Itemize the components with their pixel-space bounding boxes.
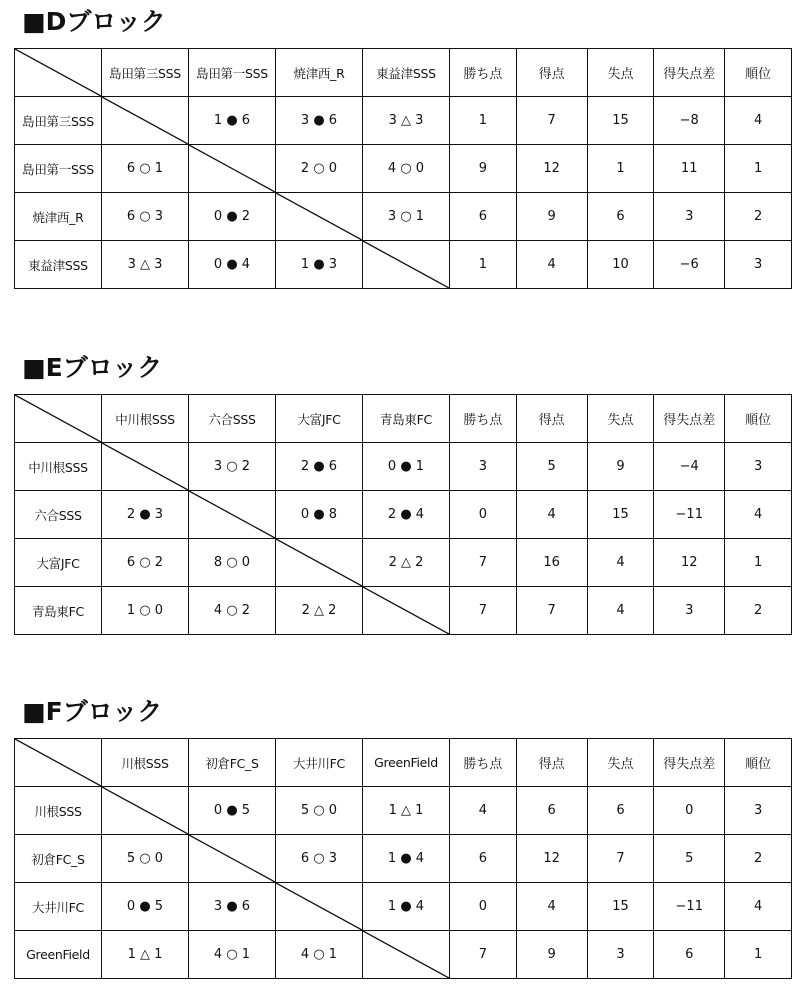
stat-header: 順位: [725, 49, 792, 97]
self-match-cell: [363, 931, 450, 979]
stat-cell: 4: [516, 241, 587, 289]
block-title: ■Dブロック: [22, 7, 166, 36]
stat-cell: 9: [516, 193, 587, 241]
diagonal-line: [363, 241, 449, 288]
stat-cell: 4: [587, 539, 654, 587]
stat-cell: 3: [450, 443, 517, 491]
match-result-cell: 4 ○ 0: [363, 145, 450, 193]
match-result-cell: 1 ● 4: [363, 835, 450, 883]
match-result-cell: 3 ● 6: [189, 883, 276, 931]
stat-cell: −4: [654, 443, 725, 491]
corner-cell: [15, 49, 102, 97]
standings-table: [14, 48, 792, 289]
stat-cell: 3: [725, 241, 792, 289]
match-result-cell: 4 ○ 1: [276, 931, 363, 979]
match-result-cell: 1 ● 3: [276, 241, 363, 289]
stat-cell: 6: [450, 193, 517, 241]
stat-header: 得失点差: [654, 739, 725, 787]
stat-header: 順位: [725, 739, 792, 787]
column-team-header: 大井川FC: [276, 739, 363, 787]
match-result-cell: 0 ● 5: [189, 787, 276, 835]
column-team-header: GreenField: [363, 739, 450, 787]
block-title: ■Fブロック: [22, 697, 163, 726]
stat-header: 失点: [587, 49, 654, 97]
table-row: [15, 193, 792, 241]
diagonal-line: [276, 539, 362, 586]
row-team-name: GreenField: [15, 931, 102, 979]
stat-cell: 4: [725, 883, 792, 931]
stat-header: 得失点差: [654, 49, 725, 97]
match-result-cell: 3 △ 3: [363, 97, 450, 145]
table-row: [15, 787, 792, 835]
stat-cell: 1: [450, 97, 517, 145]
self-match-cell: [363, 587, 450, 635]
match-result-cell: 5 ○ 0: [102, 835, 189, 883]
stat-cell: 3: [725, 443, 792, 491]
match-result-cell: 2 ● 6: [276, 443, 363, 491]
diagonal-line: [15, 49, 101, 96]
stat-cell: 15: [587, 491, 654, 539]
match-result-cell: 6 ○ 3: [102, 193, 189, 241]
row-team-name: 六合SSS: [15, 491, 102, 539]
stat-cell: 11: [654, 145, 725, 193]
stat-cell: 15: [587, 97, 654, 145]
diagonal-line: [189, 835, 275, 882]
block-section: [0, 4, 800, 304]
stat-cell: 0: [450, 491, 517, 539]
self-match-cell: [276, 539, 363, 587]
row-team-name: 中川根SSS: [15, 443, 102, 491]
stat-cell: 4: [516, 883, 587, 931]
self-match-cell: [102, 787, 189, 835]
stat-cell: 12: [516, 835, 587, 883]
column-team-header: 初倉FC_S: [189, 739, 276, 787]
block-section: [0, 694, 800, 994]
stat-cell: 15: [587, 883, 654, 931]
stat-cell: 4: [587, 587, 654, 635]
stat-cell: 3: [725, 787, 792, 835]
column-team-header: 島田第三SSS: [102, 49, 189, 97]
stat-header: 得点: [516, 739, 587, 787]
row-team-name: 青島東FC: [15, 587, 102, 635]
row-team-name: 初倉FC_S: [15, 835, 102, 883]
column-team-header: 大富JFC: [276, 395, 363, 443]
stat-cell: 1: [725, 539, 792, 587]
table-row: [15, 931, 792, 979]
row-team-name: 島田第三SSS: [15, 97, 102, 145]
standings-table: [14, 738, 792, 979]
match-result-cell: 2 ○ 0: [276, 145, 363, 193]
stat-cell: 4: [450, 787, 517, 835]
stat-header: 勝ち点: [450, 739, 517, 787]
diagonal-line: [363, 587, 449, 634]
stat-cell: 7: [450, 931, 517, 979]
stat-cell: 12: [654, 539, 725, 587]
stat-cell: 4: [725, 491, 792, 539]
match-result-cell: 0 ● 1: [363, 443, 450, 491]
stat-cell: 0: [450, 883, 517, 931]
row-team-name: 川根SSS: [15, 787, 102, 835]
stat-header: 得失点差: [654, 395, 725, 443]
match-result-cell: 2 ● 3: [102, 491, 189, 539]
self-match-cell: [276, 193, 363, 241]
column-team-header: 東益津SSS: [363, 49, 450, 97]
match-result-cell: 8 ○ 0: [189, 539, 276, 587]
self-match-cell: [363, 241, 450, 289]
match-result-cell: 0 ● 2: [189, 193, 276, 241]
match-result-cell: 3 ○ 2: [189, 443, 276, 491]
match-result-cell: 1 ● 6: [189, 97, 276, 145]
stat-cell: 5: [654, 835, 725, 883]
match-result-cell: 0 ● 8: [276, 491, 363, 539]
stat-cell: 10: [587, 241, 654, 289]
stat-cell: 7: [450, 539, 517, 587]
column-team-header: 焼津西_R: [276, 49, 363, 97]
stat-cell: 7: [587, 835, 654, 883]
match-result-cell: 3 ● 6: [276, 97, 363, 145]
match-result-cell: 6 ○ 3: [276, 835, 363, 883]
stat-header: 得点: [516, 49, 587, 97]
column-team-header: 川根SSS: [102, 739, 189, 787]
stat-cell: 6: [654, 931, 725, 979]
stat-header: 失点: [587, 395, 654, 443]
stat-cell: 9: [587, 443, 654, 491]
self-match-cell: [102, 97, 189, 145]
stat-cell: 1: [450, 241, 517, 289]
table-row: [15, 97, 792, 145]
stat-cell: 1: [587, 145, 654, 193]
stat-cell: 5: [516, 443, 587, 491]
diagonal-line: [102, 787, 188, 834]
stat-header: 失点: [587, 739, 654, 787]
self-match-cell: [102, 443, 189, 491]
column-team-header: 島田第一SSS: [189, 49, 276, 97]
stat-cell: 3: [654, 193, 725, 241]
diagonal-line: [102, 97, 188, 144]
match-result-cell: 6 ○ 1: [102, 145, 189, 193]
match-result-cell: 1 ○ 0: [102, 587, 189, 635]
match-result-cell: 6 ○ 2: [102, 539, 189, 587]
stat-header: 勝ち点: [450, 49, 517, 97]
stat-header: 順位: [725, 395, 792, 443]
table-row: [15, 835, 792, 883]
column-team-header: 青島東FC: [363, 395, 450, 443]
self-match-cell: [189, 835, 276, 883]
block-title: ■Eブロック: [22, 353, 163, 382]
corner-cell: [15, 395, 102, 443]
stat-cell: 2: [725, 835, 792, 883]
match-result-cell: 1 ● 4: [363, 883, 450, 931]
self-match-cell: [189, 491, 276, 539]
stat-header: 得点: [516, 395, 587, 443]
self-match-cell: [276, 883, 363, 931]
stat-cell: 2: [725, 193, 792, 241]
table-row: [15, 145, 792, 193]
match-result-cell: 1 △ 1: [102, 931, 189, 979]
match-result-cell: 0 ● 5: [102, 883, 189, 931]
table-row: [15, 587, 792, 635]
header-row: [15, 49, 792, 97]
stat-cell: 9: [516, 931, 587, 979]
stat-cell: 6: [450, 835, 517, 883]
stat-cell: 4: [516, 491, 587, 539]
stat-header: 勝ち点: [450, 395, 517, 443]
stat-cell: −11: [654, 491, 725, 539]
corner-cell: [15, 739, 102, 787]
match-result-cell: 2 △ 2: [276, 587, 363, 635]
stat-cell: 9: [450, 145, 517, 193]
match-result-cell: 2 △ 2: [363, 539, 450, 587]
match-result-cell: 2 ● 4: [363, 491, 450, 539]
match-result-cell: 1 △ 1: [363, 787, 450, 835]
stat-cell: 1: [725, 931, 792, 979]
table-row: [15, 241, 792, 289]
diagonal-line: [276, 193, 362, 240]
row-team-name: 島田第一SSS: [15, 145, 102, 193]
stat-cell: 16: [516, 539, 587, 587]
stat-cell: 7: [516, 587, 587, 635]
match-result-cell: 4 ○ 2: [189, 587, 276, 635]
diagonal-line: [189, 145, 275, 192]
diagonal-line: [363, 931, 449, 978]
table-row: [15, 539, 792, 587]
match-result-cell: 3 △ 3: [102, 241, 189, 289]
table-row: [15, 443, 792, 491]
table-row: [15, 491, 792, 539]
stat-cell: −8: [654, 97, 725, 145]
stat-cell: 1: [725, 145, 792, 193]
stat-cell: 0: [654, 787, 725, 835]
stat-cell: −6: [654, 241, 725, 289]
stat-cell: 12: [516, 145, 587, 193]
diagonal-line: [15, 395, 101, 442]
diagonal-line: [189, 491, 275, 538]
stat-cell: 2: [725, 587, 792, 635]
diagonal-line: [15, 739, 101, 786]
stat-cell: 4: [725, 97, 792, 145]
standings-table: [14, 394, 792, 635]
stat-cell: 6: [587, 787, 654, 835]
block-section: [0, 350, 800, 650]
diagonal-line: [102, 443, 188, 490]
stat-cell: 3: [654, 587, 725, 635]
match-result-cell: 3 ○ 1: [363, 193, 450, 241]
match-result-cell: 0 ● 4: [189, 241, 276, 289]
stat-cell: 6: [516, 787, 587, 835]
column-team-header: 六合SSS: [189, 395, 276, 443]
table-row: [15, 883, 792, 931]
row-team-name: 焼津西_R: [15, 193, 102, 241]
header-row: [15, 395, 792, 443]
match-result-cell: 4 ○ 1: [189, 931, 276, 979]
stat-cell: 7: [516, 97, 587, 145]
stat-cell: 7: [450, 587, 517, 635]
match-result-cell: 5 ○ 0: [276, 787, 363, 835]
row-team-name: 大富JFC: [15, 539, 102, 587]
row-team-name: 大井川FC: [15, 883, 102, 931]
self-match-cell: [189, 145, 276, 193]
stat-cell: −11: [654, 883, 725, 931]
stat-cell: 3: [587, 931, 654, 979]
diagonal-line: [276, 883, 362, 930]
stat-cell: 6: [587, 193, 654, 241]
column-team-header: 中川根SSS: [102, 395, 189, 443]
row-team-name: 東益津SSS: [15, 241, 102, 289]
header-row: [15, 739, 792, 787]
